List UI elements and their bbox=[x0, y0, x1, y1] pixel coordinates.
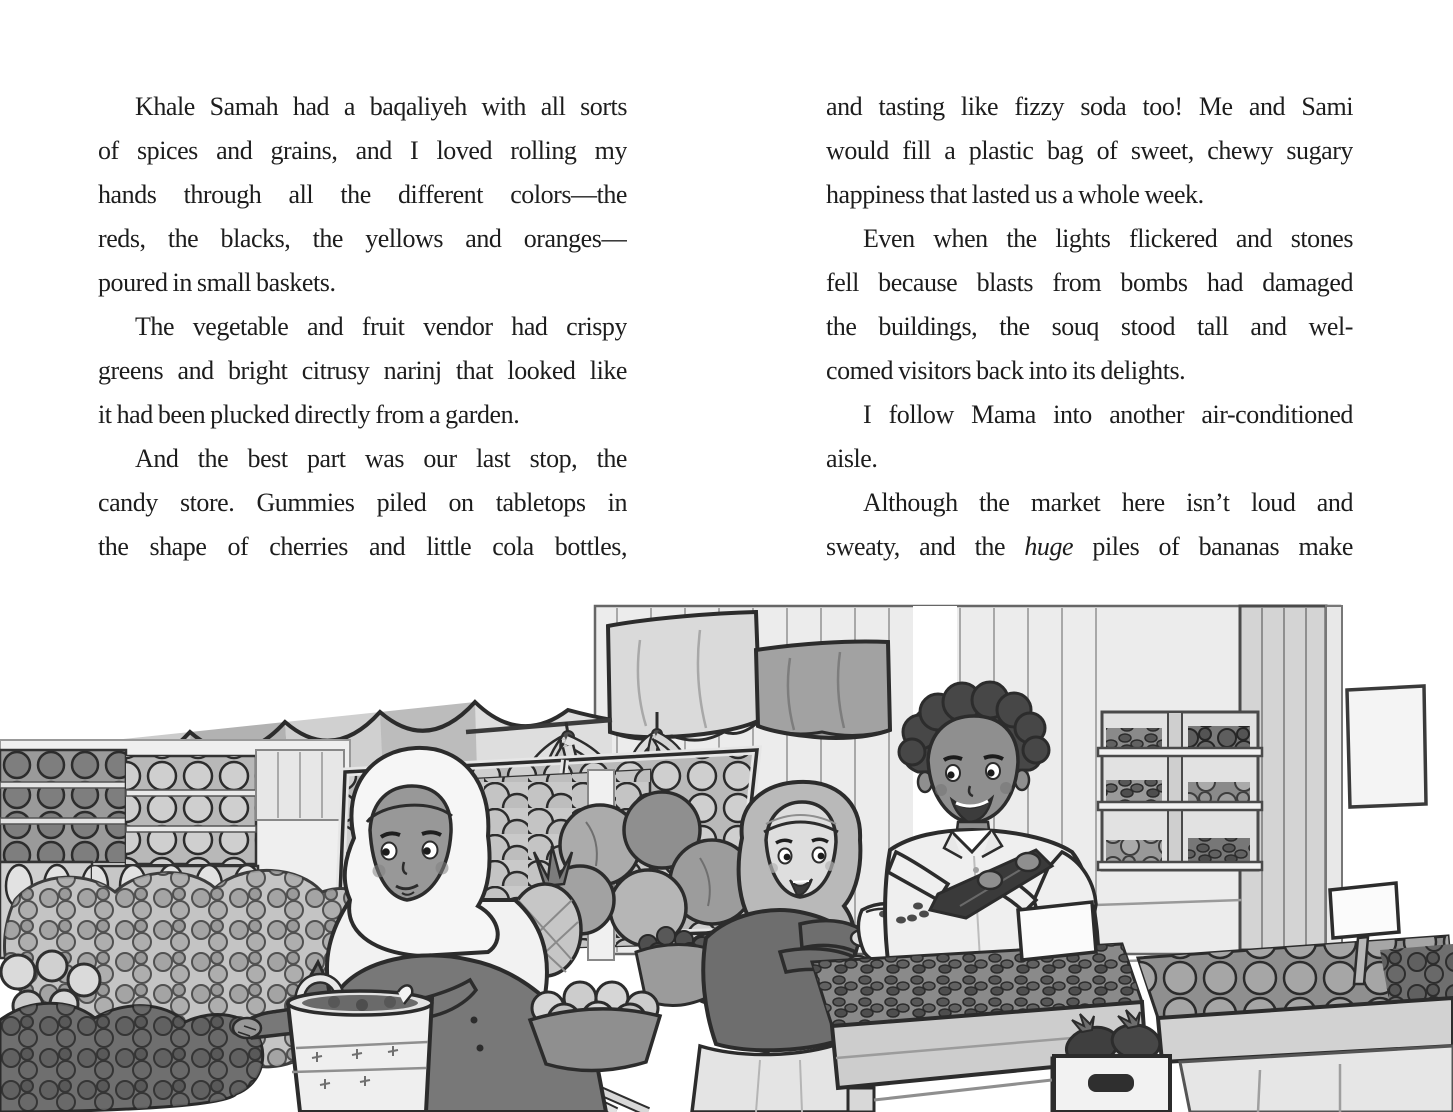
text-line: poured in small baskets. bbox=[98, 268, 336, 297]
text-line: it had been plucked directly from a garden. bbox=[98, 400, 520, 429]
text-line: hands through all the different colors—the bbox=[98, 180, 627, 209]
text-column-right bbox=[826, 85, 1353, 569]
text-line: I follow Mama into another air-conditioned bbox=[863, 400, 1353, 429]
text-line: candy store. Gummies piled on tabletops in bbox=[98, 488, 627, 517]
woman-basket bbox=[288, 978, 432, 1112]
text-line: the buildings, the souq stood tall and wel- bbox=[826, 312, 1353, 341]
text-column-left bbox=[98, 85, 627, 569]
text-line: Khale Samah had a baqaliyeh with all sorts bbox=[135, 92, 627, 121]
text-line: of spices and grains, and I loved rolling my bbox=[98, 136, 627, 165]
text-line: reds, the blacks, the yellows and oranges— bbox=[98, 224, 627, 253]
story-illustration bbox=[0, 600, 1453, 1112]
text-line: and tasting like fizzy soda too! Me and Sami bbox=[826, 92, 1353, 121]
text-line: The vegetable and fruit vendor had crispy bbox=[135, 312, 627, 341]
text-line: would fill a plastic bag of sweet, chewy sugary bbox=[826, 136, 1353, 165]
text-line: the shape of cherries and little cola bottles, bbox=[98, 532, 627, 561]
text-line: fell because blasts from bombs had damaged bbox=[826, 268, 1353, 297]
orange-basket bbox=[530, 982, 660, 1071]
text-line: happiness that lasted us a whole week. bbox=[826, 180, 1204, 209]
text-line: aisle. bbox=[826, 444, 878, 473]
text-line: greens and bright citrusy narinj that looked like bbox=[98, 356, 627, 385]
price-sign-blank bbox=[1018, 902, 1096, 960]
fruit-crate-right bbox=[1138, 936, 1453, 1112]
picture-frame-blank bbox=[1347, 686, 1426, 807]
text-line: Even when the lights flickered and stones bbox=[863, 224, 1353, 253]
text-line: Although the market here isn’t loud and bbox=[863, 488, 1353, 517]
text-line: comed visitors back into its delights. bbox=[826, 356, 1186, 385]
text-line: And the best part was our last stop, the bbox=[135, 444, 627, 473]
text-line: sweaty, and the huge piles of bananas make bbox=[826, 532, 1353, 561]
